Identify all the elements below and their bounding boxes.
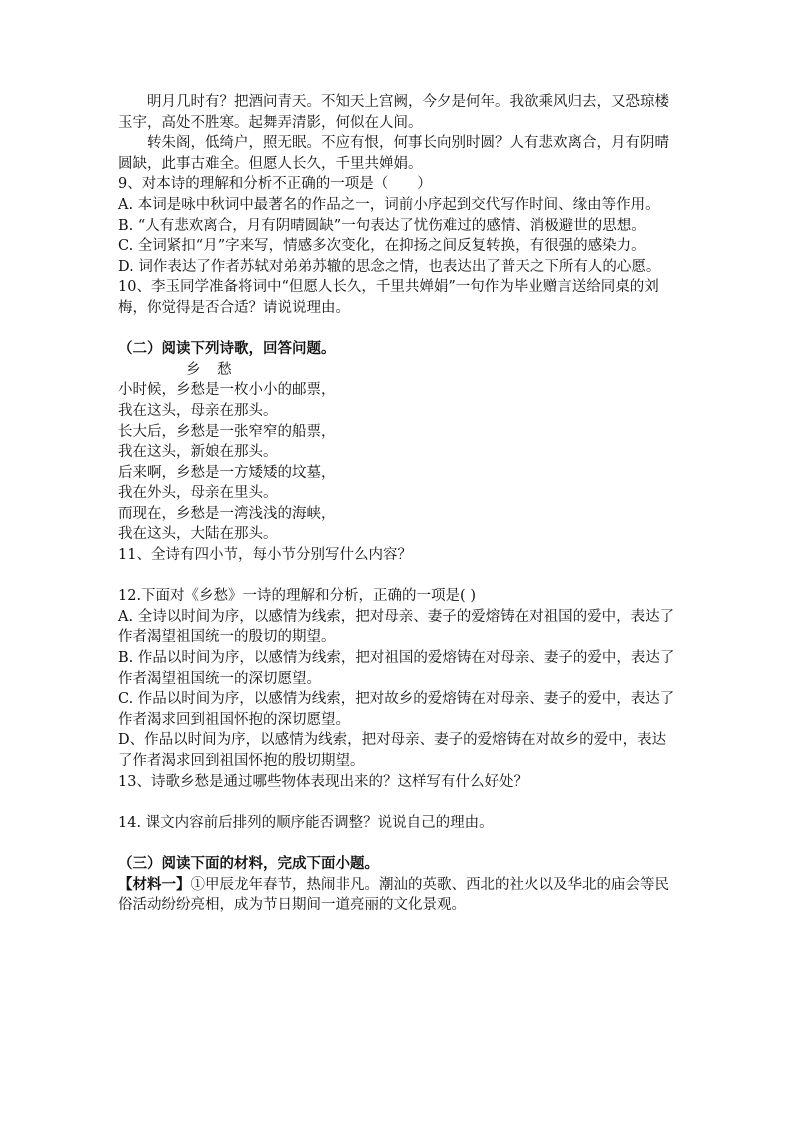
poem-line: 长大后，乡愁是一张窄窄的船票， bbox=[118, 423, 336, 440]
spacer bbox=[118, 833, 680, 854]
question-13: 13、诗歌乡愁是通过哪些物体表现出来的？这样写有什么好处？ bbox=[118, 773, 528, 790]
question-12-option-b: B. 作品以时间为序，以感情为线索，把对祖国的爱熔铸在对母亲、妻子的爱中，表达了作者渴望祖国统一的深切愿望。 bbox=[118, 650, 675, 687]
section-3-heading: （三）阅读下面的材料，完成下面小题。 bbox=[118, 854, 379, 872]
spacer bbox=[118, 566, 680, 587]
poem-line: 小时候，乡愁是一枚小小的邮票， bbox=[118, 382, 336, 399]
poem-line: 我在这头，新娘在那头。 bbox=[118, 444, 278, 461]
document-page bbox=[118, 92, 680, 916]
material-1 bbox=[118, 875, 680, 916]
question-11: 11、全诗有四小节，每小节分别写什么内容？ bbox=[118, 547, 412, 564]
poem-paragraph-2: 转朱阁，低绮户，照无眠。不应有恨，何事长向别时圆？人有悲欢离合，月有阴晴圆缺，此事古难全。但愿人长久，千里共婵娟。 bbox=[118, 135, 669, 172]
poem-line: 我在外头，母亲在里头。 bbox=[118, 485, 278, 502]
poem-paragraph-1: 明月几时有？把酒问青天。不知天上宫阙，今夕是何年。我欲乘风归去，又恐琼楼玉宇，高处不胜寒。起舞弄清影，何似在人间。 bbox=[118, 94, 669, 131]
question-9-option-d: D. 词作表达了作者苏轼对弟弟苏辙的思念之情，也表达出了普天之下所有人的心愿。 bbox=[118, 258, 661, 275]
poem-line: 我在这头，母亲在那头。 bbox=[118, 402, 278, 419]
question-14: 14. 课文内容前后排列的顺序能否调整？说说自己的理由。 bbox=[118, 814, 494, 831]
question-12-stem: 12.下面对《乡愁》一诗的理解和分析，正确的一项是( ) bbox=[118, 588, 476, 605]
question-9-option-c: C. 全词紧扣“月”字来写，情感多次变化，在抑扬之间反复转换，有很强的感染力。 bbox=[118, 238, 646, 255]
section-2-heading: （二）阅读下列诗歌，回答问题。 bbox=[118, 340, 336, 358]
question-9-stem: 9、对本诗的理解和分析不正确的一项是（ ） bbox=[118, 176, 432, 193]
question-12-option-d: D、作品以时间为序，以感情为线索，把对母亲、妻子的爱熔铸在对故乡的爱中，表达了作者渴求回到祖国怀抱的殷切期望。 bbox=[118, 732, 667, 769]
question-12-option-c: C. 作品以时间为序，以感情为线索，把对故乡的爱熔铸在对母亲、妻子的爱中，表达了作者渴求回到祖国怀抱的深切愿望。 bbox=[118, 691, 675, 728]
question-9-option-a: A. 本词是咏中秋词中最著名的作品之一，词前小序起到交代写作时间、缘由等作用。 bbox=[118, 196, 660, 213]
poem-line: 我在这头，大陆在那头。 bbox=[118, 526, 278, 543]
poem-line: 后来啊，乡愁是一方矮矮的坟墓， bbox=[118, 464, 336, 481]
spacer bbox=[118, 319, 680, 340]
material-1-label: 【材料一】 bbox=[118, 875, 191, 893]
spacer bbox=[118, 792, 680, 813]
question-10: 10、李玉同学准备将词中“但愿人长久，千里共婵娟”一句作为毕业赠言送给同桌的刘梅，你觉得是否合适？请说说理由。 bbox=[118, 279, 659, 316]
question-9-option-b: B. “人有悲欢离合，月有阴晴圆缺”一句表达了忧伤难过的感情、消极避世的思想。 bbox=[118, 217, 646, 234]
poem-line: 而现在，乡愁是一湾浅浅的海峡， bbox=[118, 505, 336, 522]
question-12-option-a: A. 全诗以时间为序，以感情为线索，把对母亲、妻子的爱熔铸在对祖国的爱中，表达了作者渴望祖国统一的殷切的期望。 bbox=[118, 608, 675, 646]
material-1-text: ①甲辰龙年春节，热闹非凡。潮汕的英歌、西北的社火以及华北的庙会等民俗活动纷纷亮相，成为节日期间一道亮丽的文化景观。 bbox=[118, 876, 669, 914]
poem-title: 乡 愁 bbox=[186, 361, 238, 378]
